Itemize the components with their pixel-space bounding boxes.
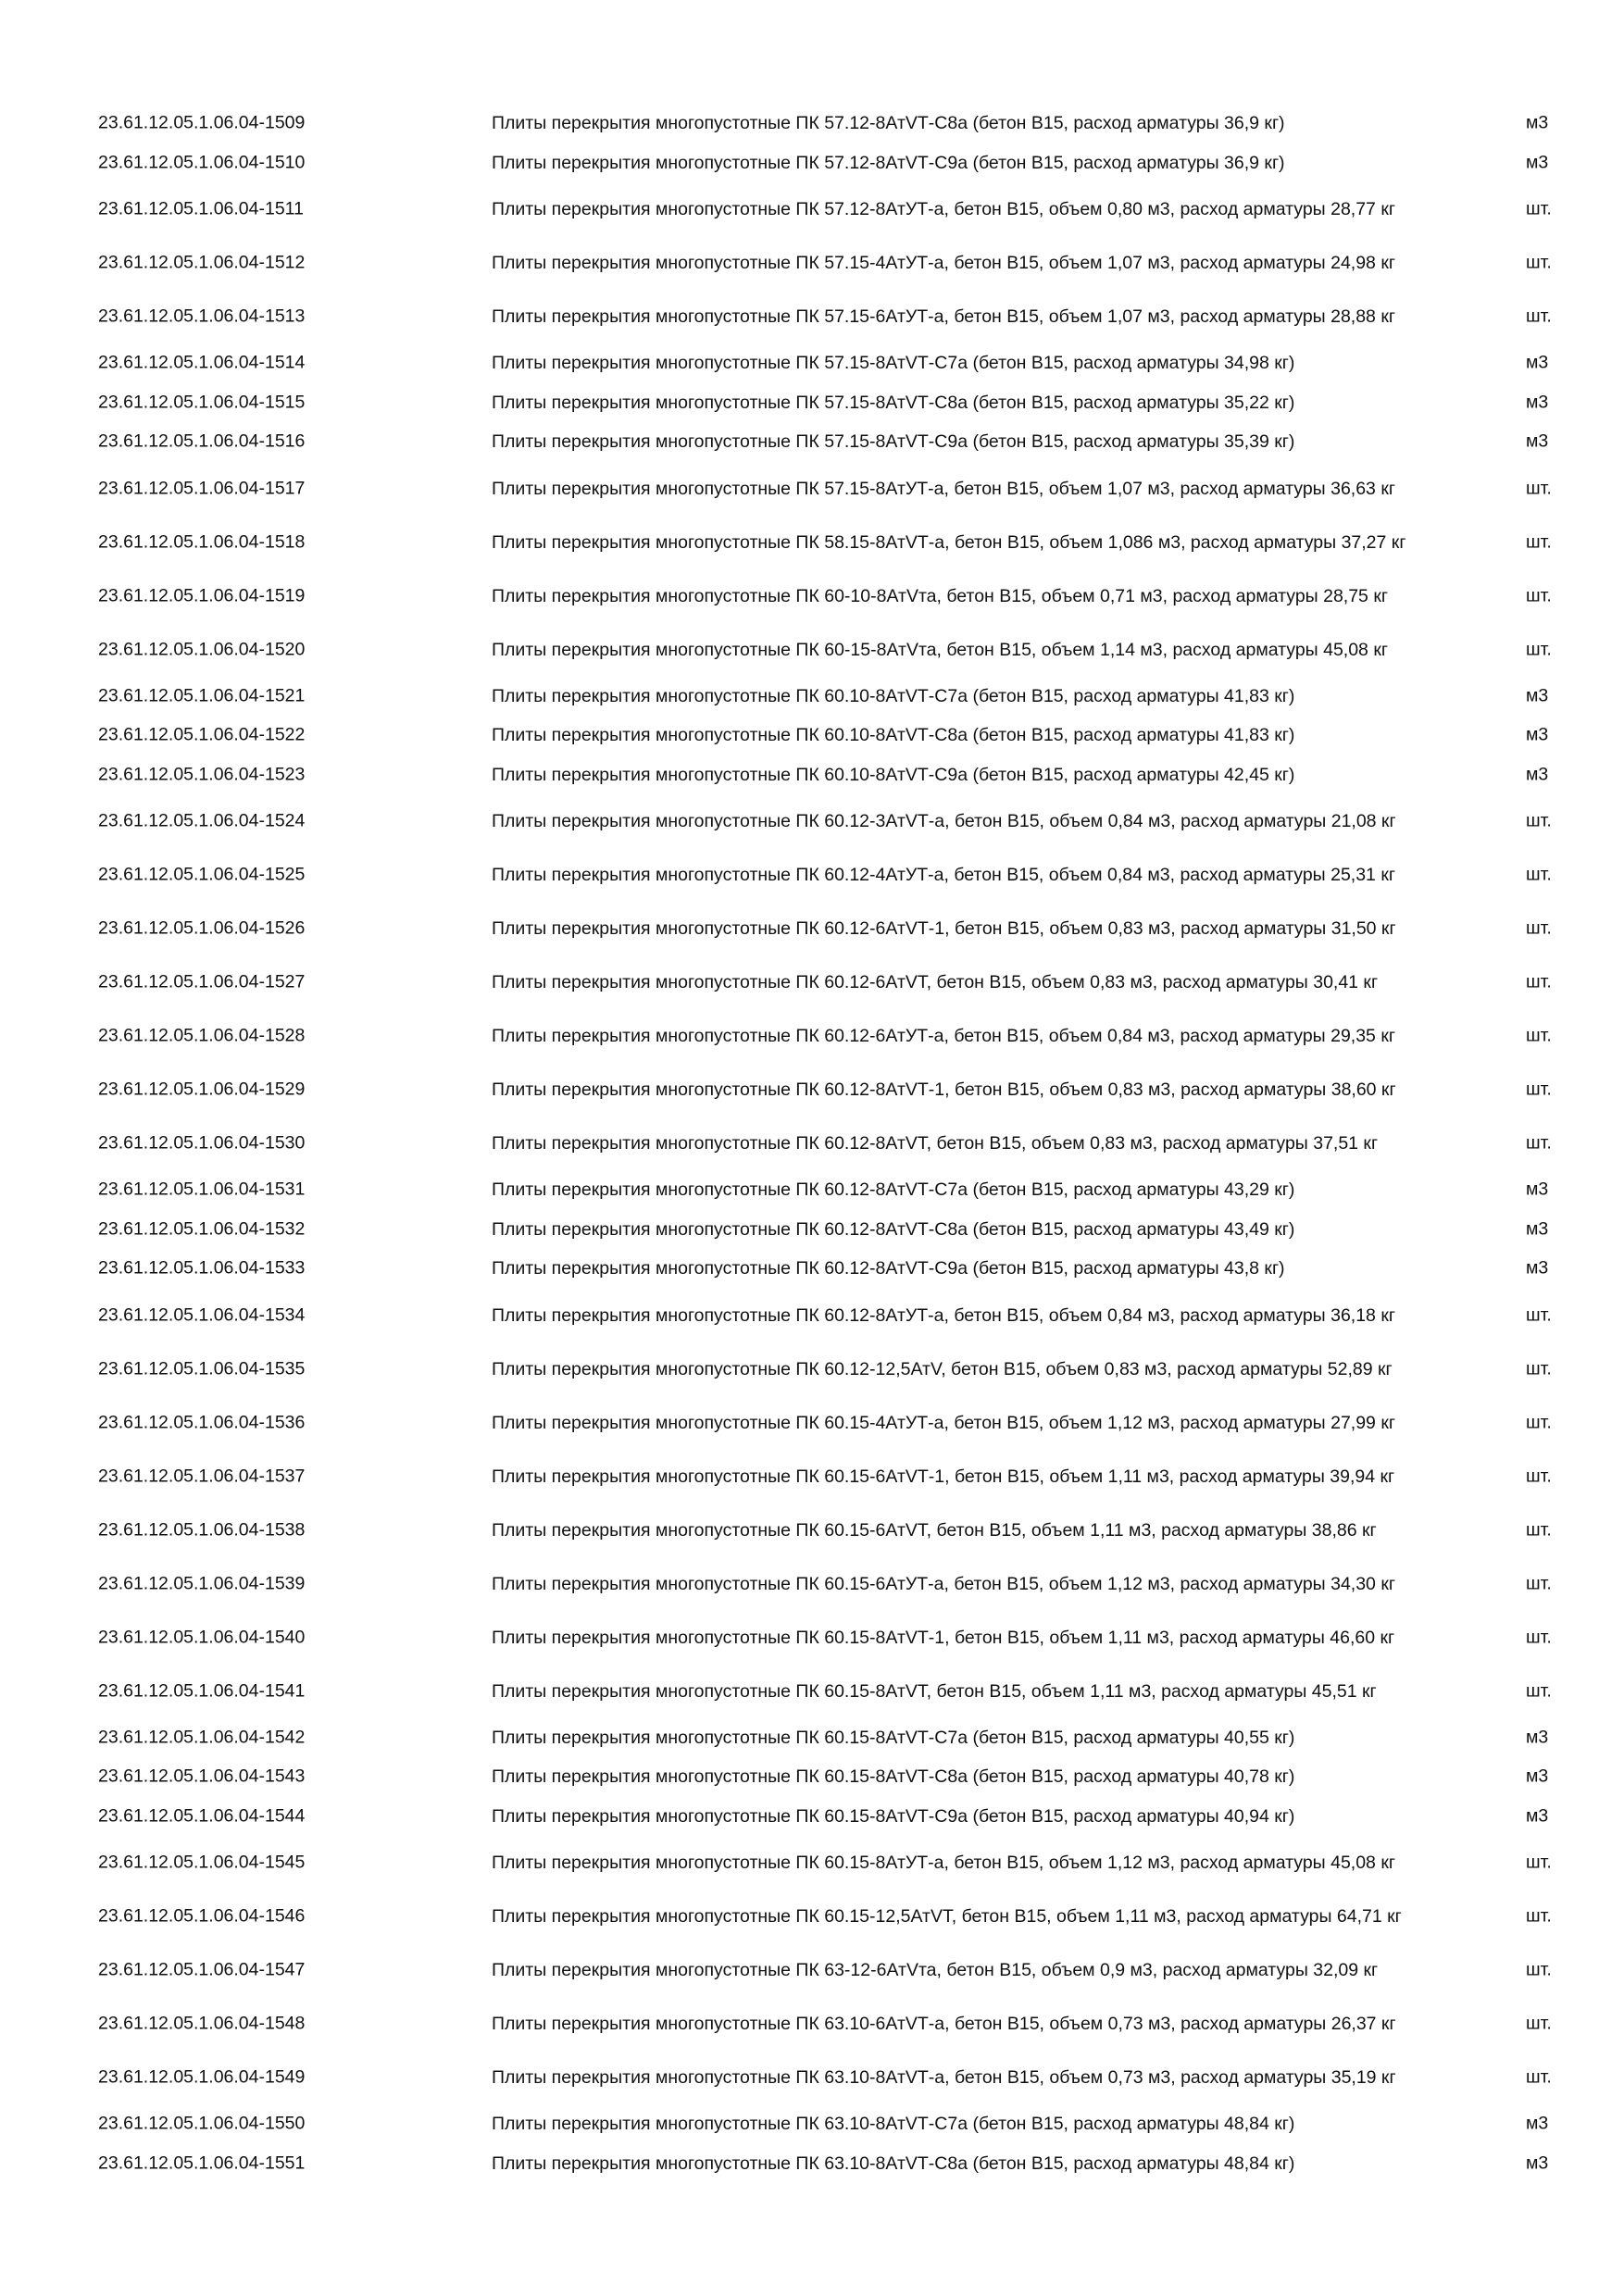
item-description: Плиты перекрытия многопустотные ПК 60.12-8АтVТ-1, бетон В15, объем 0,83 м3, расход арматуры 38,60 кг [492, 1079, 1396, 1100]
item-unit: шт. [1526, 1466, 1552, 1486]
item-code: 23.61.12.05.1.06.04-1512 [98, 252, 306, 273]
item-unit: шт. [1526, 810, 1552, 831]
table-row [0, 144, 1624, 183]
table-row [0, 1117, 1624, 1170]
item-description: Плиты перекрытия многопустотные ПК 60.12-8АтVТ-С8а (бетон В15, расход арматуры 43,49 кг) [492, 1218, 1295, 1240]
item-code: 23.61.12.05.1.06.04-1525 [98, 864, 306, 885]
item-unit: м3 [1526, 112, 1549, 133]
item-code: 23.61.12.05.1.06.04-1535 [98, 1358, 306, 1379]
item-code: 23.61.12.05.1.06.04-1545 [98, 1852, 306, 1873]
table-row [0, 343, 1624, 383]
table-row [0, 1997, 1624, 2051]
item-code: 23.61.12.05.1.06.04-1519 [98, 585, 306, 605]
table-row [0, 902, 1624, 955]
item-description: Плиты перекрытия многопустотные ПК 60.12-8АтУТ-а, бетон В15, объем 0,84 м3, расход арматуры 36,18 кг [492, 1304, 1395, 1326]
item-unit: м3 [1526, 392, 1549, 413]
item-description: Плиты перекрытия многопустотные ПК 63-12-6АтVта, бетон В15, объем 0,9 м3, расход арматуры 32,09 кг [492, 1960, 1379, 1980]
table-row [0, 1557, 1624, 1611]
item-description: Плиты перекрытия многопустотные ПК 60-10-8АтVта, бетон В15, объем 0,71 м3, расход арматуры 28,75 кг [492, 585, 1388, 606]
item-code: 23.61.12.05.1.06.04-1516 [98, 430, 306, 452]
item-description: Плиты перекрытия многопустотные ПК 60.10-8АтVТ-С9а (бетон В15, расход арматуры 42,45 кг) [492, 764, 1295, 785]
item-code: 23.61.12.05.1.06.04-1520 [98, 639, 306, 659]
table-row [0, 2144, 1624, 2184]
item-description: Плиты перекрытия многопустотные ПК 60.12-3АтVТ-а, бетон В15, объем 0,84 м3, расход арматуры 21,08 кг [492, 811, 1396, 831]
price-list-table [0, 104, 1624, 2183]
item-unit: шт. [1526, 198, 1552, 219]
item-unit: шт. [1526, 1079, 1552, 1100]
item-description: Плиты перекрытия многопустотные ПК 60.15-12,5АтVТ, бетон В15, объем 1,11 м3, расход арматуры 64,71 кг [492, 1906, 1402, 1927]
item-unit: м3 [1526, 1257, 1549, 1279]
item-description: Плиты перекрытия многопустотные ПК 60.15-4АтУТ-а, бетон В15, объем 1,12 м3, расход арматуры 27,99 кг [492, 1412, 1395, 1433]
item-unit: шт. [1526, 1358, 1552, 1379]
item-code: 23.61.12.05.1.06.04-1538 [98, 1519, 306, 1540]
item-unit: м3 [1526, 430, 1549, 452]
item-unit: шт. [1526, 864, 1552, 885]
item-code: 23.61.12.05.1.06.04-1517 [98, 478, 306, 498]
table-row [0, 422, 1624, 462]
table-row [0, 290, 1624, 343]
table-row [0, 516, 1624, 569]
item-description: Плиты перекрытия многопустотные ПК 63.10-8АтVТ-С7а (бетон В15, расход арматуры 48,84 кг) [492, 2114, 1295, 2135]
item-code: 23.61.12.05.1.06.04-1518 [98, 531, 306, 552]
item-description: Плиты перекрытия многопустотные ПК 60.12-6АтУТ-а, бетон В15, объем 0,84 м3, расход арматуры 29,35 кг [492, 1026, 1395, 1046]
item-code: 23.61.12.05.1.06.04-1542 [98, 1727, 306, 1748]
item-unit: м3 [1526, 1218, 1549, 1240]
item-unit: шт. [1526, 1132, 1552, 1154]
table-row [0, 1170, 1624, 1210]
item-description: Плиты перекрытия многопустотные ПК 60.15-8АтVТ-С7а (бетон В15, расход арматуры 40,55 кг) [492, 1727, 1295, 1748]
item-unit: м3 [1526, 685, 1549, 706]
item-code: 23.61.12.05.1.06.04-1543 [98, 1766, 306, 1787]
table-row [0, 955, 1624, 1009]
item-description: Плиты перекрытия многопустотные ПК 57.12-8АтУТ-а, бетон В15, объем 0,80 м3, расход арматуры 28,77 кг [492, 199, 1395, 219]
item-description: Плиты перекрытия многопустотные ПК 60.12-8АтVТ, бетон В15, объем 0,83 м3, расход арматуры 37,51 кг [492, 1133, 1379, 1154]
item-unit: шт. [1526, 971, 1552, 992]
item-code: 23.61.12.05.1.06.04-1549 [98, 2066, 306, 2088]
table-row [0, 1063, 1624, 1117]
item-unit: шт. [1526, 1573, 1552, 1593]
table-row [0, 755, 1624, 795]
item-description: Плиты перекрытия многопустотные ПК 57.15-8АтVТ-С8а (бетон В15, расход арматуры 35,22 кг) [492, 392, 1295, 413]
item-code: 23.61.12.05.1.06.04-1533 [98, 1257, 306, 1279]
item-code: 23.61.12.05.1.06.04-1546 [98, 1905, 306, 1927]
item-code: 23.61.12.05.1.06.04-1531 [98, 1179, 306, 1200]
table-row [0, 236, 1624, 290]
item-code: 23.61.12.05.1.06.04-1511 [98, 198, 304, 219]
item-code: 23.61.12.05.1.06.04-1532 [98, 1218, 306, 1240]
item-unit: м3 [1526, 2113, 1549, 2134]
item-description: Плиты перекрытия многопустотные ПК 60.15-8АтVТ-С8а (бетон В15, расход арматуры 40,78 кг) [492, 1766, 1295, 1788]
item-unit: м3 [1526, 352, 1549, 373]
item-code: 23.61.12.05.1.06.04-1539 [98, 1573, 306, 1593]
table-row [0, 623, 1624, 677]
item-unit: м3 [1526, 724, 1549, 745]
item-unit: шт. [1526, 917, 1552, 939]
table-row [0, 1890, 1624, 1943]
item-unit: м3 [1526, 1805, 1549, 1827]
item-code: 23.61.12.05.1.06.04-1524 [98, 810, 306, 831]
item-unit: м3 [1526, 1766, 1549, 1787]
item-code: 23.61.12.05.1.06.04-1513 [98, 306, 306, 327]
item-code: 23.61.12.05.1.06.04-1515 [98, 392, 306, 413]
table-row [0, 569, 1624, 623]
item-description: Плиты перекрытия многопустотные ПК 60.12-6АтVТ-1, бетон В15, объем 0,83 м3, расход арматуры 31,50 кг [492, 918, 1396, 939]
item-description: Плиты перекрытия многопустотные ПК 60.12-8АтVТ-С7а (бетон В15, расход арматуры 43,29 кг) [492, 1179, 1295, 1201]
item-code: 23.61.12.05.1.06.04-1540 [98, 1627, 306, 1647]
item-description: Плиты перекрытия многопустотные ПК 63.10-8АтVТ-С8а (бетон В15, расход арматуры 48,84 кг) [492, 2152, 1295, 2174]
item-code: 23.61.12.05.1.06.04-1530 [98, 1132, 306, 1154]
item-unit: шт. [1526, 2066, 1552, 2088]
table-row [0, 104, 1624, 144]
item-unit: шт. [1526, 252, 1552, 273]
item-description: Плиты перекрытия многопустотные ПК 57.15-6АтУТ-а, бетон В15, объем 1,07 м3, расход арматуры 28,88 кг [492, 306, 1395, 327]
item-description: Плиты перекрытия многопустотные ПК 60-15-8АтVта, бетон В15, объем 1,14 м3, расход арматуры 45,08 кг [492, 639, 1388, 660]
table-row [0, 182, 1624, 236]
item-unit: шт. [1526, 1412, 1552, 1432]
item-unit: шт. [1526, 1627, 1552, 1647]
table-row [0, 1943, 1624, 1997]
table-row [0, 794, 1624, 848]
item-code: 23.61.12.05.1.06.04-1514 [98, 352, 306, 373]
table-row [0, 1396, 1624, 1450]
item-code: 23.61.12.05.1.06.04-1529 [98, 1079, 306, 1100]
table-row [0, 1757, 1624, 1797]
item-unit: шт. [1526, 306, 1552, 327]
item-code: 23.61.12.05.1.06.04-1521 [98, 685, 306, 706]
table-row [0, 1611, 1624, 1665]
table-row [0, 2104, 1624, 2144]
item-description: Плиты перекрытия многопустотные ПК 58.15-8АтVТ-а, бетон В15, объем 1,086 м3, расход арматуры 37,27 кг [492, 531, 1406, 553]
item-code: 23.61.12.05.1.06.04-1534 [98, 1304, 306, 1325]
item-code: 23.61.12.05.1.06.04-1526 [98, 917, 306, 939]
item-description: Плиты перекрытия многопустотные ПК 57.12-8АтVТ-С8а (бетон В15, расход арматуры 36,9 кг) [492, 113, 1285, 134]
item-code: 23.61.12.05.1.06.04-1510 [98, 152, 306, 173]
table-row [0, 716, 1624, 755]
item-description: Плиты перекрытия многопустотные ПК 60.12-8АтVТ-С9а (бетон В15, расход арматуры 43,8 кг) [492, 1258, 1285, 1279]
item-unit: шт. [1526, 478, 1552, 498]
table-row [0, 383, 1624, 423]
item-description: Плиты перекрытия многопустотные ПК 60.15-6АтVТ, бетон В15, объем 1,11 м3, расход арматуры 38,86 кг [492, 1519, 1377, 1541]
table-row [0, 1504, 1624, 1557]
table-row [0, 1665, 1624, 1718]
item-description: Плиты перекрытия многопустотные ПК 63.10-8АтVТ-а, бетон В15, объем 0,73 м3, расход арматуры 35,19 кг [492, 2067, 1396, 2088]
item-description: Плиты перекрытия многопустотные ПК 57.15-4АтУТ-а, бетон В15, объем 1,07 м3, расход арматуры 24,98 кг [492, 253, 1395, 273]
item-code: 23.61.12.05.1.06.04-1527 [98, 971, 306, 992]
item-description: Плиты перекрытия многопустотные ПК 60.12-12,5АтV, бетон В15, объем 0,83 м3, расход арматуры 52,89 кг [492, 1358, 1393, 1379]
item-description: Плиты перекрытия многопустотные ПК 60.15-8АтVТ-1, бетон В15, объем 1,11 м3, расход арматуры 46,60 кг [492, 1627, 1395, 1648]
item-unit: шт. [1526, 2013, 1552, 2034]
item-description: Плиты перекрытия многопустотные ПК 60.15-6АтУТ-а, бетон В15, объем 1,12 м3, расход арматуры 34,30 кг [492, 1573, 1395, 1594]
item-code: 23.61.12.05.1.06.04-1522 [98, 724, 306, 745]
table-row [0, 1836, 1624, 1890]
item-unit: м3 [1526, 152, 1549, 173]
table-row [0, 1718, 1624, 1758]
table-row [0, 1249, 1624, 1289]
item-code: 23.61.12.05.1.06.04-1547 [98, 1959, 306, 1980]
item-description: Плиты перекрытия многопустотные ПК 60.10-8АтVТ-С8а (бетон В15, расход арматуры 41,83 кг) [492, 725, 1295, 746]
item-code: 23.61.12.05.1.06.04-1536 [98, 1412, 306, 1432]
table-row [0, 2051, 1624, 2104]
item-code: 23.61.12.05.1.06.04-1541 [98, 1680, 306, 1701]
item-unit: шт. [1526, 1852, 1552, 1873]
item-description: Плиты перекрытия многопустотные ПК 60.12-6АтVТ, бетон В15, объем 0,83 м3, расход арматуры 30,41 кг [492, 972, 1379, 992]
item-description: Плиты перекрытия многопустотные ПК 60.15-8АтVТ, бетон В15, объем 1,11 м3, расход арматуры 45,51 кг [492, 1680, 1377, 1702]
item-unit: шт. [1526, 1680, 1552, 1701]
item-description: Плиты перекрытия многопустотные ПК 57.15-8АтУТ-а, бетон В15, объем 1,07 м3, расход арматуры 36,63 кг [492, 478, 1395, 499]
item-unit: шт. [1526, 1025, 1552, 1046]
table-row [0, 1210, 1624, 1250]
item-unit: шт. [1526, 585, 1552, 605]
item-unit: шт. [1526, 1905, 1552, 1927]
table-row [0, 1009, 1624, 1063]
item-unit: шт. [1526, 1519, 1552, 1540]
item-unit: шт. [1526, 1959, 1552, 1980]
table-row [0, 848, 1624, 902]
table-row [0, 462, 1624, 516]
item-unit: шт. [1526, 639, 1552, 659]
item-unit: м3 [1526, 1727, 1549, 1748]
item-description: Плиты перекрытия многопустотные ПК 57.12-8АтVТ-С9а (бетон В15, расход арматуры 36,9 кг) [492, 152, 1285, 173]
item-unit: м3 [1526, 2152, 1549, 2174]
item-unit: м3 [1526, 764, 1549, 785]
table-row [0, 677, 1624, 717]
table-row [0, 1797, 1624, 1837]
table-row [0, 1342, 1624, 1396]
item-description: Плиты перекрытия многопустотные ПК 60.10-8АтVТ-С7а (бетон В15, расход арматуры 41,83 кг) [492, 685, 1295, 706]
item-description: Плиты перекрытия многопустотные ПК 60.15-6АтVТ-1, бетон В15, объем 1,11 м3, расход арматуры 39,94 кг [492, 1466, 1395, 1487]
table-row [0, 1289, 1624, 1342]
item-unit: шт. [1526, 531, 1552, 552]
item-code: 23.61.12.05.1.06.04-1544 [98, 1805, 306, 1827]
item-description: Плиты перекрытия многопустотные ПК 60.12-4АтУТ-а, бетон В15, объем 0,84 м3, расход арматуры 25,31 кг [492, 865, 1395, 885]
item-unit: м3 [1526, 1179, 1549, 1200]
table-row [0, 1450, 1624, 1504]
item-code: 23.61.12.05.1.06.04-1548 [98, 2013, 306, 2034]
item-code: 23.61.12.05.1.06.04-1537 [98, 1466, 306, 1486]
item-code: 23.61.12.05.1.06.04-1550 [98, 2113, 306, 2134]
item-description: Плиты перекрытия многопустотные ПК 63.10-6АтVТ-а, бетон В15, объем 0,73 м3, расход арматуры 26,37 кг [492, 2014, 1396, 2034]
item-code: 23.61.12.05.1.06.04-1523 [98, 764, 306, 785]
item-description: Плиты перекрытия многопустотные ПК 60.15-8АтVТ-С9а (бетон В15, расход арматуры 40,94 кг) [492, 1805, 1295, 1827]
item-code: 23.61.12.05.1.06.04-1528 [98, 1025, 306, 1046]
item-unit: шт. [1526, 1304, 1552, 1325]
item-description: Плиты перекрытия многопустотные ПК 60.15-8АтУТ-а, бетон В15, объем 1,12 м3, расход арматуры 45,08 кг [492, 1853, 1395, 1873]
item-description: Плиты перекрытия многопустотные ПК 57.15-8АтVТ-С7а (бетон В15, расход арматуры 34,98 кг) [492, 353, 1295, 374]
item-description: Плиты перекрытия многопустотные ПК 57.15-8АтVТ-С9а (бетон В15, расход арматуры 35,39 кг) [492, 431, 1295, 453]
item-code: 23.61.12.05.1.06.04-1509 [98, 112, 306, 133]
item-code: 23.61.12.05.1.06.04-1551 [98, 2152, 306, 2174]
